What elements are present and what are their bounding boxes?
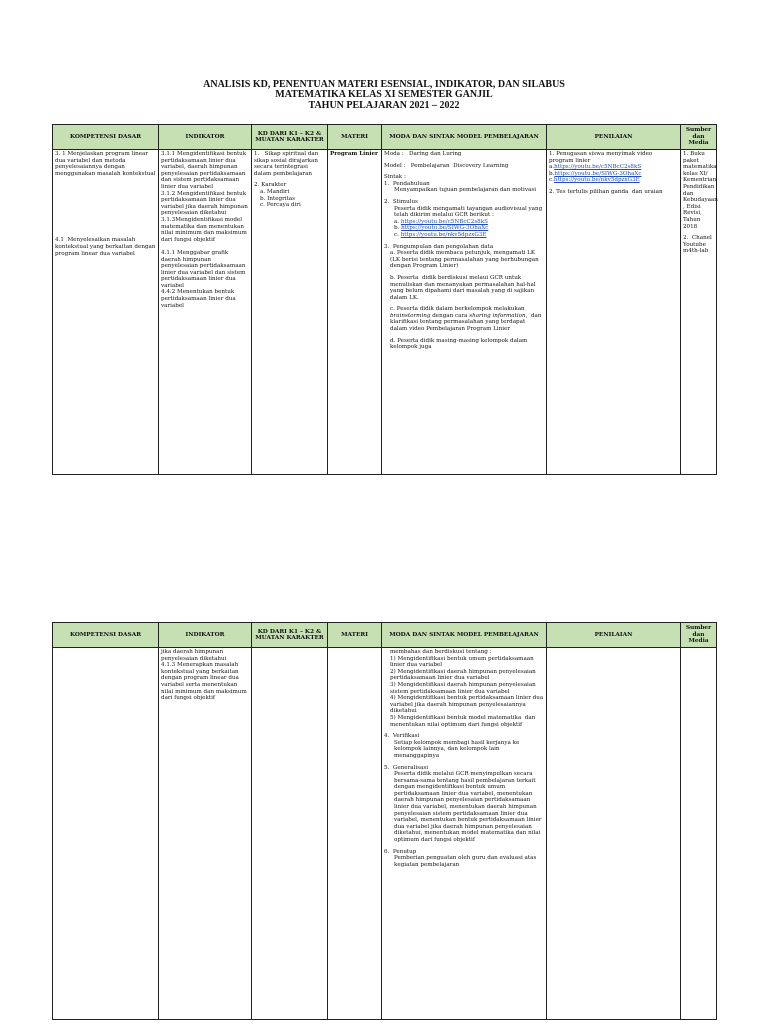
cell-materi-p2 — [328, 648, 382, 1020]
step-pengumpulan-a: a. Peserta didik membaca petunjuk, mengamati LK (LK berisi tentang permasalahan yang berhubungan dengan Program Linier) — [390, 250, 541, 270]
cell-materi — [328, 150, 382, 475]
syllabus-table-page-1 — [52, 124, 720, 475]
document-title-line-1: ANALISIS KD, PENENTUAN MATERI ESENSIAL, INDIKATOR, DAN SILABUS — [203, 79, 565, 90]
cell-indikator-p2 — [159, 648, 252, 1020]
penilaian-item-2: 2. Tes tertulis pilihan ganda dan uraian — [549, 188, 663, 195]
s3c-text-2: dengan cara — [430, 312, 470, 319]
penilaian-link-c[interactable]: https://youtu.be/nkv5dpzxG3E — [553, 177, 640, 184]
diskusi-item-4: 4) Mengidentifikasi bentuk pertidaksamaan linier dua variabel jika daerah himpunan penyelesaiannya diketahui — [390, 695, 545, 715]
s3c-text-3: , dan klarifikasi tentang permasalahan yang terdapat dalam video Pembelajaran Program Linier — [390, 312, 544, 333]
header-materi: MATERI — [328, 125, 382, 150]
step-penutup-body: Pemberian penguatan oleh guru dan evaluasi atas kegiatan pembelajaran — [394, 855, 539, 868]
step-pendahuluan-title: 1. Pendahuluan — [384, 180, 430, 187]
penilaian-link-label-b: b. — [549, 170, 555, 177]
cell-kompetensi-dasar-p2 — [53, 648, 159, 1020]
step-verifikasi-body: Setiap kelompok membagi hasil kerjanya ke kelompok lainnya, dan kelompok lain menanggapinya — [394, 739, 522, 759]
penilaian-link-a-row — [549, 164, 678, 171]
karakter-integritas: b. Integritas — [260, 195, 296, 202]
penilaian-link-b[interactable]: https://youtu.be/SIWG-3OhaXc — [554, 170, 642, 177]
link-label-b: b. — [394, 225, 400, 232]
link-label-c: c. — [394, 231, 399, 238]
step-pengumpulan-b: b. Peserta didik berdiskusi melaui GCR untuk menuliskan dan menanyakan permasalahan hal-hal yang belum dipahami dari masalah yang di sajikan dalam LK. — [390, 274, 538, 301]
penilaian-item-1: 1. Penugasan siswa menyimak video program linier — [549, 151, 655, 164]
cell-kompetensi-dasar — [53, 150, 159, 475]
stimulus-link-b[interactable]: https://youtu.be/SIWG-3OhaXc — [401, 225, 489, 232]
cell-sumber-media-p2 — [681, 648, 717, 1020]
step-verifikasi-title: 4. Verifikasi — [384, 733, 420, 740]
sumber-item-1: 1. Buku paket matematika kelas XI/ Kementrian Pendidikan dan Kebudayaan , Edisi Revisi, Tahun 2018 — [683, 151, 720, 230]
header-moda-sintak-p2: MODA DAN SINTAK MODEL PEMBELAJARAN — [382, 623, 547, 648]
header-indikator: INDIKATOR — [159, 125, 252, 150]
cell-penilaian-p2 — [547, 648, 681, 1020]
s3c-text-1: c. Peserta didik dalam berkelompok melakukan — [390, 306, 527, 313]
step-pengumpulan-d: d. Peserta didik masing-masing kelompok dalam kelompok juga — [390, 337, 530, 351]
step-pendahuluan-body: Menyampaikan tujuan pembelajaran dan motivasi — [394, 187, 536, 194]
moda-mode: Moda : Daring dan Luring — [384, 151, 462, 157]
header-kompetensi-dasar: KOMPETENSI DASAR — [53, 125, 159, 150]
karakter-percaya-diri: c. Percaya diri — [260, 202, 301, 209]
header-penilaian: PENILAIAN — [547, 125, 681, 150]
stimulus-link-c-row — [384, 232, 544, 239]
step-pengumpulan-title: 3. Pengumpulan dan pengolahan data — [384, 243, 494, 250]
kd-item-4-1: 4.1 Menyelesaikan masalah kontekstual yang berkaitan dengan program linear dua variabel — [55, 237, 158, 257]
diskusi-item-2: 2) Mengidentifikasi daerah himpunan penyelesaian pertidaksamaan linier dua variabel — [390, 668, 538, 682]
link-label-a: a. — [394, 218, 400, 225]
stimulus-link-a-row — [384, 219, 544, 226]
cell-penilaian — [547, 150, 681, 475]
header-penilaian-p2: PENILAIAN — [547, 623, 681, 648]
materi-text: Program Linier — [330, 151, 378, 157]
diskusi-item-5: 5) Mengidentifikasi bentuk model matematika dan menentukan nilai optimum dari fungsi objektif — [390, 714, 538, 728]
cell-kd-k1-k2 — [252, 150, 328, 475]
step-penutup-title: 6. Penutup — [384, 848, 417, 855]
step-pengumpulan-c — [384, 306, 544, 332]
karakter-mandiri: a. Mandiri — [260, 188, 290, 195]
cell-indikator — [159, 150, 252, 475]
stimulus-link-c[interactable]: https://youtu.be/nkv5dpzxG3E — [400, 231, 487, 238]
indikator-text: 3.1.1 Mengidentifikasi bentuk pertidaksamaan linier dua variabel, daerah himpunan penyelesaian pertidaksamaan dan sistem pertidaksamaan linier dua variabel 3.1.2 Mengidentifikasi bentuk pertidaksamaan linier dua variabel jika daerah himpunan penyelesaian diketahui 3.1.3Mengidentifikasi model matematika dan menentukan nilai minimum dan maksimum dari fungsi objektif 4.1.1 Menggabar grafik daerah himpunan penyelesaian pertidaksamaan linier dua variabel dan sistem pertidaksamaan linier dua variabel 4.4.2 Menentukan bentuk pertidaksamaan linier dua variabel — [161, 151, 248, 309]
header-kompetensi-dasar-p2: KOMPETENSI DASAR — [53, 623, 159, 648]
stimulus-link-b-row — [384, 225, 544, 232]
indikator-text-p2: jika daerah himpunan penyelesaian diketahui 4.1.3 Menerapkan masalah kontekstual yang berkaitan dengan program linear dua variabel serta menentukan nilai minimum dan maksimum dari fungsi objektif — [161, 649, 247, 702]
diskusi-item-1: 1) Mengidentifikasi bentuk umum pertidaksamaan linier dua variabel — [390, 655, 536, 669]
k1k2-karakter: 2. Karakter — [254, 182, 287, 189]
kd-item-3-1: 3. 1 Menjelaskan program linear dua variabel dan metoda penyelesaiannya dengan menggunakan masalah kontekstual — [55, 151, 156, 177]
penilaian-link-a[interactable]: https://youtu.be/c5NBcC2s8kS — [554, 164, 642, 171]
diskusi-intro: membahas dan berdiskusi tentang : — [390, 649, 492, 655]
penilaian-link-label-a: a. — [549, 164, 555, 171]
k1k2-sikap: 1. Sikap spiritual dan sikap sosial dirajarkan secara terintegrasi dalam pembelajaran — [254, 151, 321, 177]
header-sumber-media: Sumber dan Media — [681, 125, 717, 150]
moda-model: Model : Pembelajaran Discovery Learning — [384, 162, 509, 169]
diskusi-item-3: 3) Mengidentifikasi daerah himpunan penyelesaian sistem pertidaksamaan linier dua variabel — [390, 681, 538, 695]
document-title-line-3: TAHUN PELAJARAN 2021 – 2022 — [308, 100, 460, 111]
header-sumber-media-p2: Sumber dan Media — [681, 623, 717, 648]
cell-moda-sintak — [382, 150, 547, 475]
header-kd-k1-k2-p2: KD DARI K1 – K2 & MUATAN KARAKTER — [252, 623, 328, 648]
step-stimulus-body: Peserta didik mengamati tayangan audiovisual yang telah dikirim melalui GCR berikut : — [394, 205, 544, 219]
header-materi-p2: MATERI — [328, 623, 382, 648]
step-generalisasi-body: Peserta didik melalui GCR menyimpulkan secara bersama-sama tentang hasil pembelajaran terkait dengan mengidentifikasi bentuk umum pertidaksamaan linier dua variabel, menentukan daerah himpunan penyelesaian pertidaksamaan linier dua variabel, menentukan daerah himpunan penyelesaian sistem pertidaksamaan linier dua variabel, menentukan bentuk pertidaksamaan linier dua variabel jika daerah himpunan penyelesaian diketahui, menentukan model matematika dan nilai optimum dari fungsi objektif — [394, 771, 544, 844]
cell-kd-k1-k2-p2 — [252, 648, 328, 1020]
step-generalisasi-title: 5. Generalisasi — [384, 764, 429, 771]
penilaian-link-label-c: c. — [549, 177, 554, 184]
penilaian-link-c-row — [549, 177, 678, 184]
stimulus-link-a[interactable]: https://youtu.be/c5NBcC2s8kS — [400, 218, 488, 225]
step-stimulus-title: 2. Stimulus — [384, 198, 418, 205]
header-kd-k1-k2: KD DARI K1 – K2 & MUATAN KARAKTER — [252, 125, 328, 150]
sumber-item-2: 2. Chanel Youtube m4th-lab — [683, 235, 714, 255]
s3c-italic-1: brainstorming — [390, 312, 431, 319]
s3c-italic-2: sharing information — [469, 312, 526, 319]
cell-sumber-media — [681, 150, 720, 475]
header-moda-sintak: MODA DAN SINTAK MODEL PEMBELAJARAN — [382, 125, 547, 150]
moda-sintak: Sintak : — [384, 174, 406, 181]
cell-moda-sintak-p2 — [382, 648, 547, 1020]
header-indikator-p2: INDIKATOR — [159, 623, 252, 648]
syllabus-table-page-2 — [52, 622, 717, 1020]
penilaian-link-b-row — [549, 171, 678, 178]
document-title-line-2: MATEMATIKA KELAS XI SEMESTER GANJIL — [275, 89, 493, 100]
